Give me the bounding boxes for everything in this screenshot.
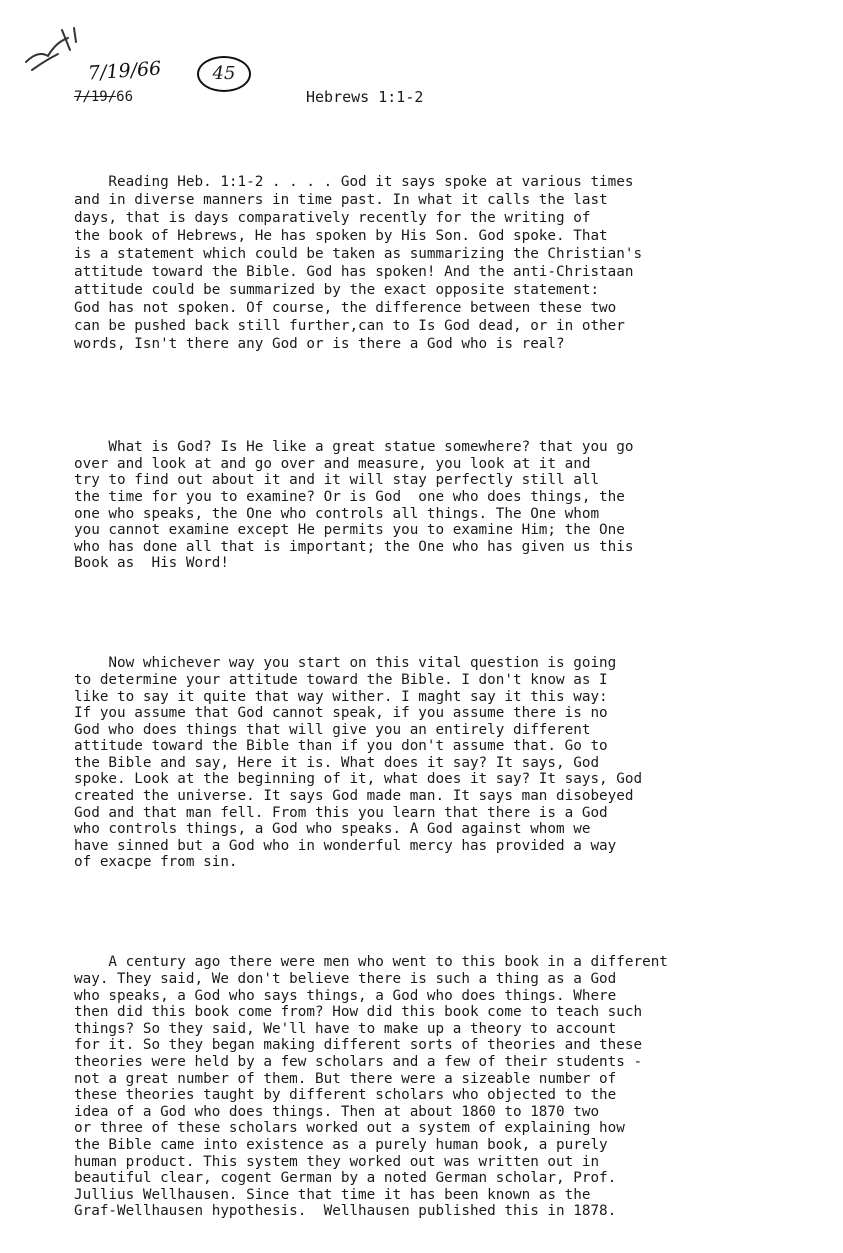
text-line: the Bible and say, Here it is. What does it say? It says, God	[74, 754, 600, 771]
document-title: Hebrews 1:1-2	[306, 88, 424, 106]
typed-date	[74, 89, 133, 105]
text-line: God who does things that will give you an entirely different	[74, 721, 591, 738]
text-line: God has not spoken. Of course, the difference between these two	[74, 300, 617, 316]
text-line: created the universe. It says God made man. It says man disobeyed	[74, 788, 634, 805]
text-line: these theories taught by different scholars who objected to the	[74, 1087, 617, 1104]
document-body	[74, 137, 774, 1253]
text-line: the time for you to examine? Or is God one who does things, the	[74, 488, 625, 505]
text-line: Reading Heb. 1:1-2 . . . . God it says spoke at various times	[74, 174, 634, 190]
paragraph	[74, 406, 774, 605]
text-line: days, that is days comparatively recently for the writing of	[74, 210, 591, 226]
handwritten-date: 7/19/66	[87, 57, 162, 85]
text-line: Book as His Word!	[74, 555, 229, 572]
text-line: like to say it quite that way wither. I maght say it this way:	[74, 688, 608, 705]
text-line: words, Isn't there any God or is there a God who is real?	[74, 336, 565, 352]
paragraph	[74, 921, 774, 1253]
text-line: is a statement which could be taken as summarizing the Christian's	[74, 246, 643, 262]
text-line: Jullius Wellhausen. Since that time it has been known as the	[74, 1186, 591, 1203]
text-line: to determine your attitude toward the Bible. I don't know as I	[74, 671, 608, 688]
text-line: attitude toward the Bible than if you don't assume that. Go to	[74, 738, 608, 755]
text-line: try to find out about it and it will stay perfectly still all	[74, 472, 600, 489]
text-line: not a great number of them. But there were a sizeable number of	[74, 1070, 617, 1087]
text-line: beautiful clear, cogent German by a noted German scholar, Prof.	[74, 1170, 617, 1187]
text-line: for it. So they began making different sorts of theories and these	[74, 1037, 643, 1054]
text-line: Graf-Wellhausen hypothesis. Wellhausen published this in 1878.	[74, 1203, 617, 1220]
text-line: have sinned but a God who in wonderful mercy has provided a way	[74, 837, 617, 854]
text-line: attitude toward the Bible. God has spoken! And the anti-Christaan	[74, 264, 634, 280]
text-line: attitude could be summarized by the exact opposite statement:	[74, 282, 600, 298]
text-line: of exacpe from sin.	[74, 854, 238, 871]
paragraph	[74, 137, 774, 389]
margin-scribble	[18, 20, 88, 80]
text-line: then did this book come from? How did this book come to teach such	[74, 1004, 643, 1021]
text-line: who controls things, a God who speaks. A God against whom we	[74, 821, 591, 838]
text-line: who speaks, a God who says things, a God who does things. Where	[74, 987, 617, 1004]
text-line: spoke. Look at the beginning of it, what does it say? It says, God	[74, 771, 643, 788]
text-line: over and look at and go over and measure, you look at it and	[74, 455, 591, 472]
text-line: things? So they said, We'll have to make up a theory to account	[74, 1020, 617, 1037]
text-line: human product. This system they worked out was written out in	[74, 1153, 600, 1170]
text-line: If you assume that God cannot speak, if you assume there is no	[74, 705, 608, 722]
text-line: God and that man fell. From this you learn that there is a God	[74, 804, 608, 821]
text-line: you cannot examine except He permits you to examine Him; the One	[74, 522, 625, 539]
page-number-circle: 45	[197, 56, 251, 92]
text-line: A century ago there were men who went to this book in a different	[74, 954, 668, 971]
struck-date: 7/19/	[74, 89, 117, 105]
text-line: idea of a God who does things. Then at about 1860 to 1870 two	[74, 1103, 600, 1120]
text-line: who has done all that is important; the One who has given us this	[74, 538, 634, 555]
typed-date-suffix: 66	[116, 89, 134, 105]
text-line: can be pushed back still further,can to Is God dead, or in other	[74, 318, 625, 334]
text-line: or three of these scholars worked out a system of explaining how	[74, 1120, 625, 1137]
text-line: What is God? Is He like a great statue somewhere? that you go	[74, 439, 634, 456]
paragraph	[74, 622, 774, 904]
text-line: and in diverse manners in time past. In what it calls the last	[74, 192, 608, 208]
text-line: the book of Hebrews, He has spoken by His Son. God spoke. That	[74, 228, 608, 244]
text-line: the Bible came into existence as a purely human book, a purely	[74, 1136, 608, 1153]
text-line: one who speaks, the One who controls all things. The One whom	[74, 505, 600, 522]
text-line: way. They said, We don't believe there is such a thing as a God	[74, 971, 617, 987]
text-line: theories were held by a few scholars and a few of their students -	[74, 1053, 643, 1070]
text-line: Now whichever way you start on this vital question is going	[74, 655, 617, 672]
